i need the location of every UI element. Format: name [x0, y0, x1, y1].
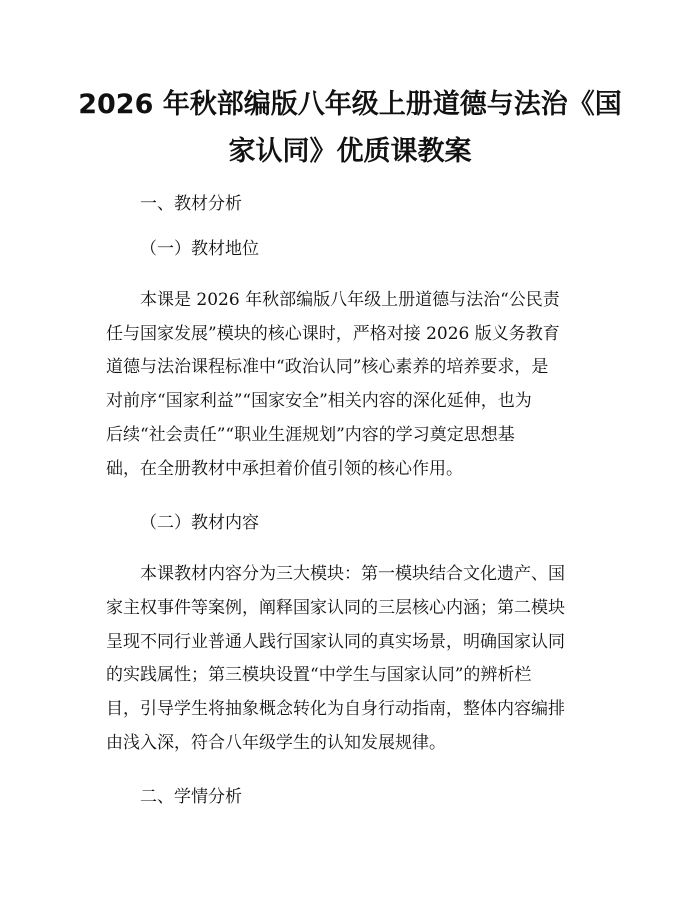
- subsection-heading-textbook-position: （一）教材地位: [140, 239, 259, 259]
- paragraph-line: 本课是 2026 年秋部编版八年级上册道德与法治“公民责: [140, 290, 560, 310]
- paragraph-line: 对前序“国家利益”“国家安全”相关内容的深化延伸，也为: [106, 391, 532, 411]
- paragraph-line: 呈现不同行业普通人践行国家认同的真实场景，明确国家认同: [106, 632, 565, 652]
- paragraph-line: 任与国家发展”模块的核心课时，严格对接 2026 版义务教育: [106, 324, 560, 344]
- paragraph-line: 的实践属性；第三模块设置“中学生与国家认同”的辨析栏: [106, 665, 532, 685]
- paragraph-line: 础，在全册教材中承担着价值引领的核心作用。: [106, 459, 463, 479]
- paragraph-line: 道德与法治课程标准中“政治认同”核心素养的培养要求，是: [106, 357, 549, 377]
- subsection-heading-textbook-content: （二）教材内容: [140, 513, 259, 533]
- section-heading-learner-analysis: 二、学情分析: [140, 787, 242, 807]
- paragraph-line: 家主权事件等案例，阐释国家认同的三层核心内涵；第二模块: [106, 598, 565, 618]
- paragraph-line: 后续“社会责任”“职业生涯规划”内容的学习奠定思想基: [106, 425, 515, 445]
- paragraph-line: 目，引导学生将抽象概念转化为自身行动指南，整体内容编排: [106, 699, 565, 719]
- paragraph-line: 本课教材内容分为三大模块：第一模块结合文化遗产、国: [140, 564, 565, 584]
- document-title-line-1: 2026 年秋部编版八年级上册道德与法治《国: [78, 89, 622, 120]
- document-title-line-2: 家认同》优质课教案: [228, 136, 472, 167]
- section-heading-textbook-analysis: 一、教材分析: [140, 194, 242, 214]
- paragraph-line: 由浅入深，符合八年级学生的认知发展规律。: [106, 733, 446, 753]
